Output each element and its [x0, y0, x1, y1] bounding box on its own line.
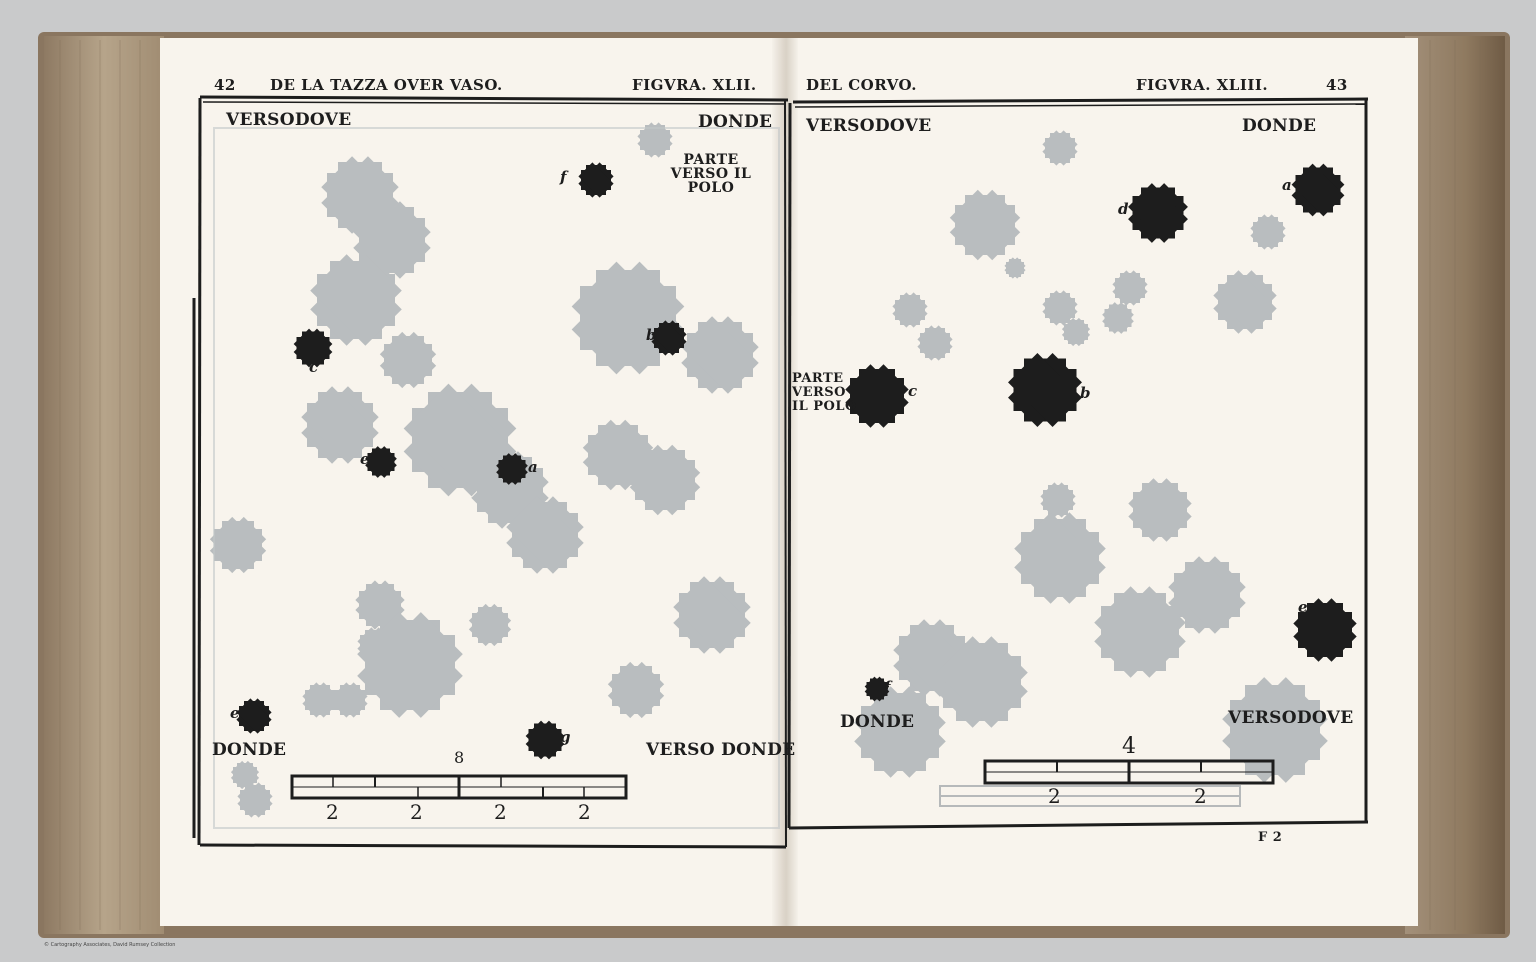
right-label-versodove: VERSODOVE: [806, 116, 932, 136]
star-letter-b-right: b: [1080, 384, 1091, 402]
right-label-versodove-bottom: VERSODOVE: [1228, 708, 1354, 728]
right-label-donde-top: DONDE: [1242, 116, 1317, 136]
right-pole-line2: VERSO: [792, 385, 847, 400]
right-pole-line1: PARTE: [792, 371, 844, 386]
credit-line: © Cartography Associates, David Rumsey Collection: [44, 942, 176, 948]
left-label-versodove: VERSODOVE: [226, 110, 352, 130]
left-scale-value-1: 2: [326, 800, 340, 824]
left-running-title: DE LA TAZZA OVER VASO.: [270, 76, 503, 94]
left-scale-top: 8: [454, 748, 465, 767]
left-scale-value-2: 2: [410, 800, 424, 824]
star-letter-f: f: [560, 168, 567, 186]
star-letter-a: a: [528, 458, 539, 476]
right-running-title: DEL CORVO.: [806, 76, 917, 94]
left-label-donde-bottom: DONDE: [212, 740, 287, 760]
left-pole-line1: PARTE: [683, 152, 739, 168]
right-scale-top: 4: [1122, 734, 1137, 759]
left-label-pole: [666, 153, 756, 195]
right-figure-label: FIGVRA. XLIII.: [1136, 76, 1269, 94]
right-label-pole: [792, 372, 857, 414]
right-signature: F 2: [1258, 830, 1283, 845]
star-letter-c-right: c: [908, 382, 918, 400]
star-letter-e2: e: [230, 704, 241, 722]
right-label-donde-bottom: DONDE: [840, 712, 915, 732]
star-letter-b: b: [646, 326, 657, 344]
left-page-edges: [44, 36, 164, 934]
left-figure-label: FIGVRA. XLII.: [632, 76, 757, 94]
left-page-number: 42: [214, 76, 236, 94]
right-page-number: 43: [1326, 76, 1348, 94]
right-pole-line3: IL POLO: [792, 399, 857, 414]
star-letter-a-right: a: [1282, 176, 1293, 194]
star-letter-d-right: d: [1118, 200, 1129, 218]
right-scale-value-2: 2: [1194, 784, 1208, 808]
star-letter-f-right: f: [884, 678, 891, 696]
left-scale-value-4: 2: [578, 800, 592, 824]
left-label-verso-donde: VERSO DONDE: [646, 740, 796, 760]
right-scale-value-1: 2: [1048, 784, 1062, 808]
star-letter-e: e: [360, 450, 371, 468]
star-letter-e-right: e: [1298, 598, 1309, 616]
left-pole-line3: POLO: [687, 180, 735, 196]
star-letter-c: c: [309, 358, 319, 376]
left-scale-value-3: 2: [494, 800, 508, 824]
left-pole-line2: VERSO IL: [670, 166, 752, 182]
left-label-donde-top: DONDE: [698, 112, 773, 132]
star-letter-g: g: [560, 728, 571, 746]
